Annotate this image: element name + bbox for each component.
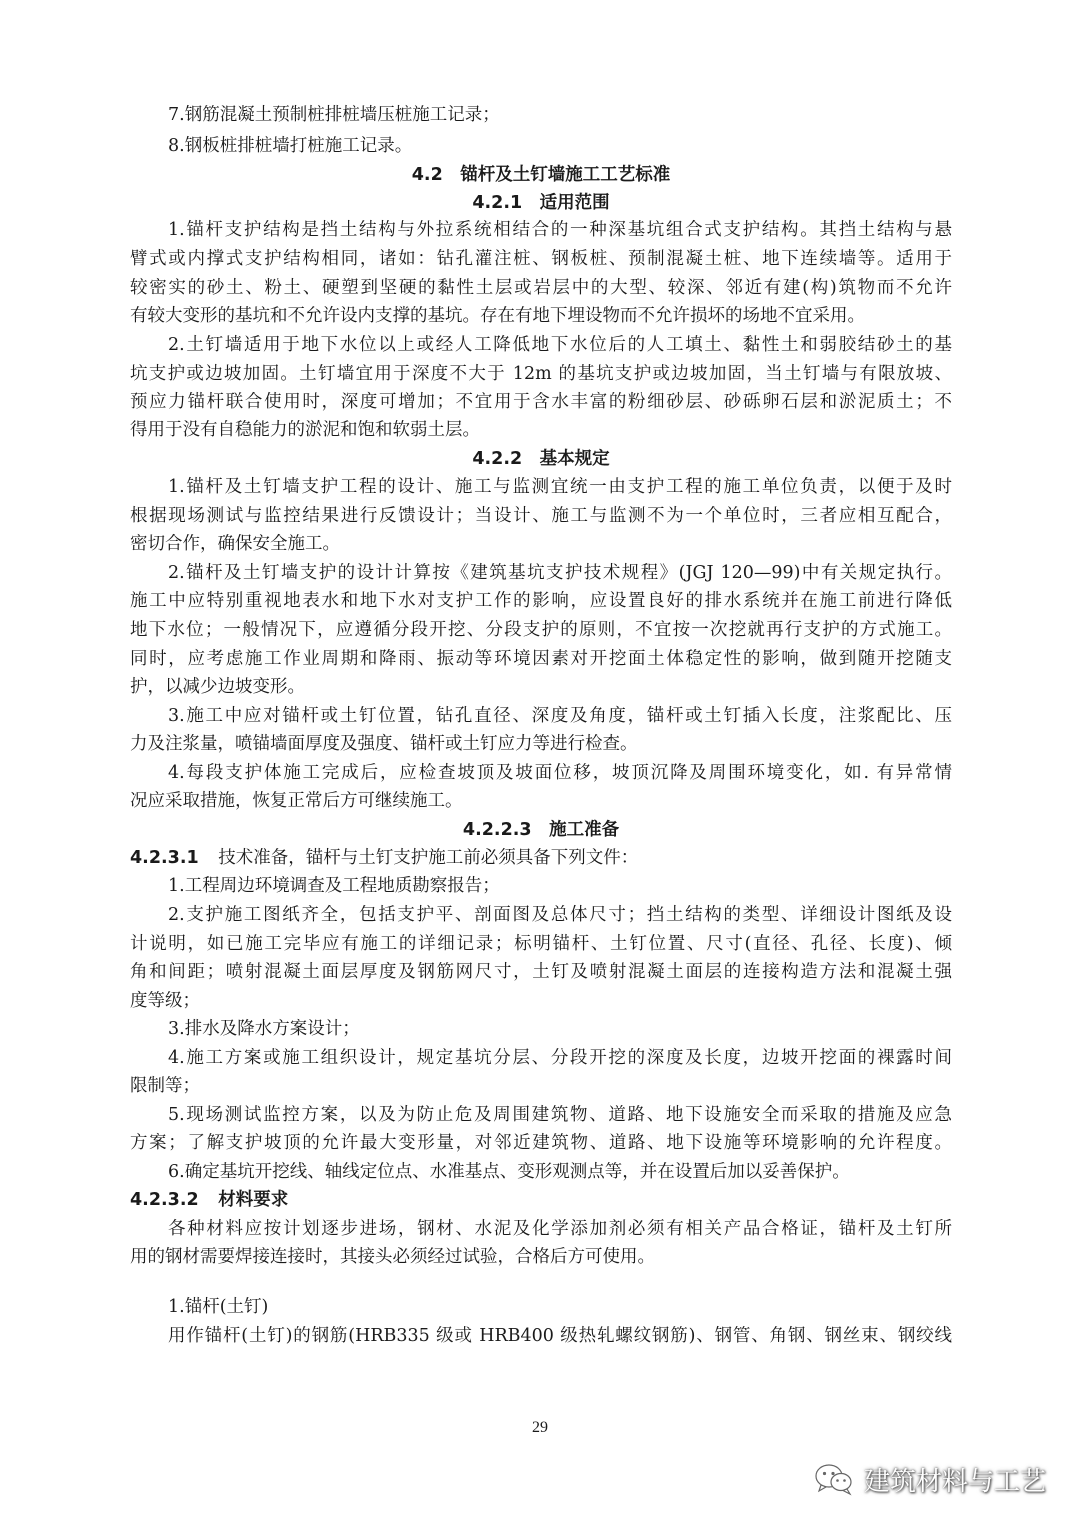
subsection-heading: 4.2.2 基本规定 xyxy=(472,449,610,469)
paragraph-line: 得用于没有自稳能力的淤泥和饱和软弱土层。 xyxy=(130,420,480,440)
paragraph-line: 5.现场测试监控方案，以及为防止危及周围建筑物、道路、地下设施安全而采取的措施及应急 xyxy=(168,1105,952,1125)
list-item: 1.工程周边环境调查及工程地质勘察报告； xyxy=(168,876,500,896)
paragraph-line: 限制等； xyxy=(130,1076,200,1096)
page-number: 29 xyxy=(532,1419,548,1436)
paragraph-line: 力及注浆量，喷锚墙面厚度及强度、锚杆或土钉应力等进行检查。 xyxy=(130,734,638,754)
paragraph-line: 护，以减少边坡变形。 xyxy=(130,677,305,697)
paragraph-line: 有较大变形的基坑和不允许设内支撑的基坑。存在有地下埋设物而不允许损坏的场地不宜采用。 xyxy=(130,306,865,326)
paragraph-line: 预应力锚杆联合使用时，深度可增加；不宜用于含水丰富的粉细砂层、砂砾卵石层和淤泥质土；不 xyxy=(130,392,952,412)
paragraph-line: 3.施工中应对锚杆或土钉位置，钻孔直径、深度及角度，锚杆或土钉插入长度，注浆配比、压 xyxy=(168,706,952,726)
paragraph-line: 度等级； xyxy=(130,991,200,1011)
paragraph-line: 1.锚杆及土钉墙支护工程的设计、施工与监测宜统一由支护工程的施工单位负责，以便于及时 xyxy=(168,477,952,497)
paragraph-line: 2.支护施工图纸齐全，包括支护平、剖面图及总体尺寸；挡土结构的类型、详细设计图纸及设 xyxy=(168,905,952,925)
list-item: 3.排水及降水方案设计； xyxy=(168,1019,360,1039)
clause-number: 4.2.3.2 xyxy=(130,1190,199,1210)
paragraph-line: 同时，应考虑施工作业周期和降雨、振动等环境因素对开挖面土体稳定性的影响，做到随开挖随支 xyxy=(130,649,952,669)
clause-line xyxy=(130,1187,952,1213)
paragraph-line: 4.施工方案或施工组织设计，规定基坑分层、分段开挖的深度及长度，边坡开挖面的裸露时间 xyxy=(168,1048,952,1068)
paragraph-line: 较密实的砂土、粉土、硬塑到坚硬的黏性土层或岩层中的大型、较深、邻近有建(构)筑物而不允许 xyxy=(130,278,952,298)
paragraph-line: 方案；了解支护坡顶的允许最大变形量，对邻近建筑物、道路、地下设施等环境影响的允许程度。 xyxy=(130,1133,952,1153)
paragraph-line: 坑支护或边坡加固。土钉墙宜用于深度不大于 12m 的基坑支护或边坡加固，当土钉墙与有限放坡、 xyxy=(130,364,952,384)
paragraph-line: 角和间距；喷射混凝土面层厚度及钢筋网尺寸，土钉及喷射混凝土面层的连接构造方法和混凝土强 xyxy=(130,962,952,982)
paragraph-line: 施工中应特别重视地表水和地下水对支护工作的影响，应设置良好的排水系统并在施工前进行降低 xyxy=(130,591,952,611)
paragraph-line: 各种材料应按计划逐步进场，钢材、水泥及化学添加剂必须有相关产品合格证，锚杆及土钉所 xyxy=(168,1219,952,1239)
paragraph-line: 密切合作，确保安全施工。 xyxy=(130,534,340,554)
clause-text: 技术准备，锚杆与土钉支护施工前必须具备下列文件： xyxy=(218,848,639,868)
paragraph-line: 地下水位；一般情况下，应遵循分段开挖、分段支护的原则，不宜按一次挖就再行支护的方式施工。 xyxy=(130,620,952,640)
list-item: 7.钢筋混凝土预制桩排桩墙压桩施工记录； xyxy=(168,105,500,125)
wechat-icon xyxy=(814,1462,854,1496)
paragraph-line: 根据现场测试与监控结果进行反馈设计；当设计、施工与监测不为一个单位时，三者应相互配合， xyxy=(130,506,952,526)
list-item: 1.锚杆(土钉) xyxy=(168,1297,269,1317)
clause-number: 4.2.3.1 xyxy=(130,848,199,868)
list-item: 8.钢板桩排桩墙打桩施工记录。 xyxy=(168,136,413,156)
paragraph-line: 4.每段支护体施工完成后，应检查坡顶及坡面位移，坡顶沉降及周围环境变化，如. 有异常情 xyxy=(168,763,952,783)
paragraph-line: 计说明，如已施工完毕应有施工的详细记录；标明锚杆、土钉位置、尺寸(直径、孔径、长度)、倾 xyxy=(130,934,952,954)
subsection-heading: 4.2.2.3 施工准备 xyxy=(462,820,620,840)
paragraph-line: 2.土钉墙适用于地下水位以上或经人工降低地下水位后的人工填土、黏性土和弱胶结砂土的基 xyxy=(168,335,952,355)
paragraph-line: 用作锚杆(土钉)的钢筋(HRB335 级或 HRB400 级热轧螺纹钢筋)、钢管、角钢、钢丝束、钢绞线 xyxy=(168,1326,952,1346)
clause-text: 材料要求 xyxy=(218,1190,289,1210)
paragraph-line: 况应采取措施，恢复正常后方可继续施工。 xyxy=(130,791,463,811)
list-item: 6.确定基坑开挖线、轴线定位点、水准基点、变形观测点等，并在设置后加以妥善保护。 xyxy=(168,1162,850,1182)
paragraph-line: 2.锚杆及土钉墙支护的设计计算按《建筑基坑支护技术规程》(JGJ 120—99)中有关规定执行。 xyxy=(168,563,952,583)
paragraph-line: 臂式或内撑式支护结构相同，诸如：钻孔灌注桩、钢板桩、预制混凝土桩、地下连续墙等。适用于 xyxy=(130,249,952,269)
watermark-text: 建筑材料与工艺 xyxy=(863,1466,1046,1497)
subsection-heading: 4.2.1 适用范围 xyxy=(472,193,610,213)
paragraph-line: 1.锚杆支护结构是挡土结构与外拉系统相结合的一种深基坑组合式支护结构。其挡土结构与悬 xyxy=(168,220,952,240)
watermark xyxy=(814,1459,1046,1499)
paragraph-line: 用的钢材需要焊接连接时，其接头必须经过试验，合格后方可使用。 xyxy=(130,1247,655,1267)
clause-line xyxy=(130,845,952,871)
section-heading: 4.2 锚杆及土钉墙施工工艺标准 xyxy=(411,165,671,185)
